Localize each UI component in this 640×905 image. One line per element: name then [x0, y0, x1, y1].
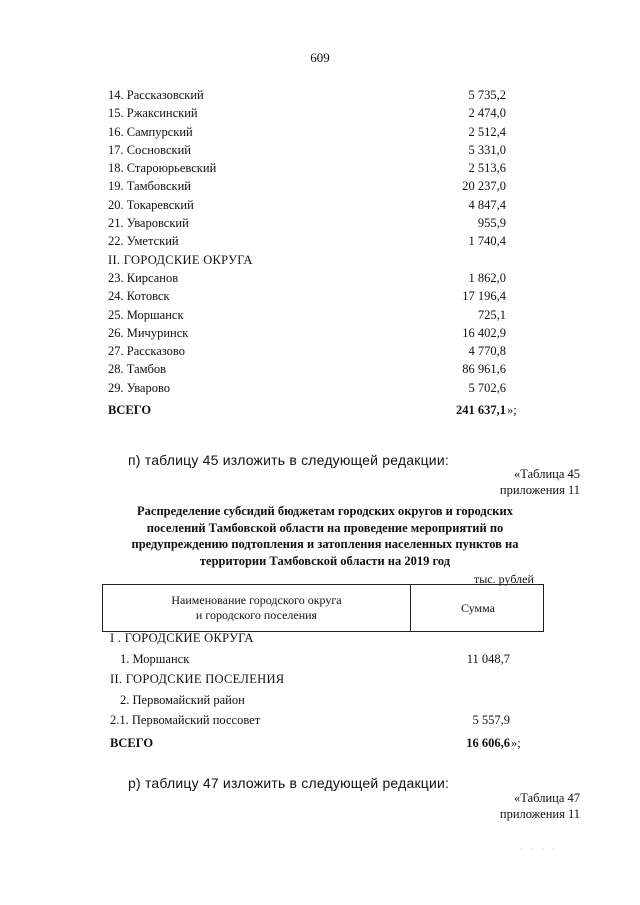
- scan-specks: · · · ·: [520, 845, 558, 854]
- section-heading-row: [110, 628, 530, 649]
- table-row: [108, 141, 528, 159]
- table45-reference: [470, 466, 580, 498]
- title-line: Распределение субсидий бюджетам городских округов и городских: [137, 504, 513, 518]
- row-name: 25. Моршанск: [108, 307, 184, 322]
- row-name: 22. Уметский: [108, 234, 179, 249]
- table45-ref-line2: приложения 11: [499, 483, 580, 497]
- row-value: 725,1: [477, 307, 506, 322]
- section-heading: II. ГОРОДСКИЕ ОКРУГА: [108, 252, 253, 267]
- row-value: 5 702,6: [468, 380, 506, 395]
- section-heading-row: [110, 669, 530, 690]
- row-name: 28. Тамбов: [108, 362, 167, 377]
- row-value: 2 474,0: [468, 106, 506, 121]
- row-value: 16 402,9: [462, 325, 506, 340]
- section-heading-row: [108, 251, 528, 269]
- row-value: 2 513,6: [468, 161, 506, 176]
- total-value: 16 606,6: [466, 735, 510, 750]
- row-name: 26. Мичуринск: [108, 325, 189, 340]
- total-label: ВСЕГО: [110, 735, 154, 750]
- table47-ref-line2: приложения 11: [499, 807, 580, 821]
- table-row: [108, 196, 528, 214]
- total-value: 241 637,1: [456, 403, 506, 418]
- header-name-column: [103, 585, 411, 631]
- row-value: 4 770,8: [468, 344, 506, 359]
- units-label: тыс. рублей: [474, 572, 534, 586]
- row-name: 21. Уваровский: [108, 216, 189, 231]
- row-value: 5 557,9: [472, 713, 510, 727]
- table-row: [108, 86, 528, 104]
- table-row: [108, 306, 528, 324]
- header-sum-column: Сумма: [461, 601, 495, 615]
- table45-ref-line1: «Таблица 45: [514, 467, 580, 481]
- table-row: [108, 177, 528, 195]
- table47-reference: [470, 790, 580, 822]
- row-name: 23. Кирсанов: [108, 270, 179, 285]
- table45-header: [102, 584, 544, 632]
- row-name: 24. Котовск: [108, 289, 170, 304]
- row-name: 15. Ржаксинский: [108, 106, 198, 121]
- table-row: [108, 324, 528, 342]
- section-heading: II. ГОРОДСКИЕ ПОСЕЛЕНИЯ: [110, 672, 285, 686]
- table-row: [110, 649, 530, 670]
- row-name: 16. Сампурский: [108, 124, 193, 139]
- table-row: [108, 360, 528, 378]
- table45-title: [110, 503, 540, 569]
- header-name-line2: и городского поселения: [195, 608, 318, 622]
- table-row: [108, 159, 528, 177]
- table-row: [110, 690, 530, 711]
- row-name: 1. Моршанск: [120, 651, 190, 666]
- row-value: 1 862,0: [468, 270, 506, 285]
- row-name: 2.1. Первомайский поссовет: [110, 713, 261, 727]
- subsidy-table-continued: [108, 86, 528, 419]
- row-name: 14. Рассказовский: [108, 88, 204, 102]
- table-row: [108, 269, 528, 287]
- table-row: [108, 123, 528, 141]
- row-value: 86 961,6: [462, 362, 506, 377]
- row-value: 5 735,2: [468, 88, 506, 102]
- instruction-p: п) таблицу 45 изложить в следующей редакции:: [128, 452, 449, 468]
- row-value: 17 196,4: [462, 289, 506, 304]
- table-row: [108, 342, 528, 360]
- row-name: 20. Токаревский: [108, 197, 194, 212]
- header-name-line1: Наименование городского округа: [171, 593, 342, 607]
- row-value: 11 048,7: [466, 651, 510, 666]
- table-row: [108, 104, 528, 122]
- title-line: поселений Тамбовской области на проведение мероприятий по: [146, 520, 504, 535]
- total-row: [108, 401, 528, 419]
- row-name: 19. Тамбовский: [108, 179, 191, 194]
- row-value: 20 237,0: [462, 179, 506, 194]
- title-line: территории Тамбовской области на 2019 год: [199, 553, 451, 568]
- table-row: [108, 214, 528, 232]
- row-name: 2. Первомайский район: [120, 692, 245, 707]
- row-value: 2 512,4: [468, 124, 506, 139]
- total-row: [110, 733, 530, 754]
- total-label: ВСЕГО: [108, 403, 152, 418]
- table-row: [110, 710, 530, 731]
- row-name: 27. Рассказово: [108, 344, 185, 359]
- table-row: [108, 232, 528, 250]
- table45-body: [110, 628, 530, 753]
- row-name: 18. Староюрьевский: [108, 161, 217, 176]
- row-value: 4 847,4: [468, 197, 506, 212]
- table-row: [108, 287, 528, 305]
- row-value: 955,9: [477, 216, 506, 231]
- title-line: предупреждению подтопления и затопления населенных пунктов на: [131, 537, 519, 551]
- row-name: 17. Сосновский: [108, 142, 191, 157]
- page-number: 609: [310, 50, 330, 65]
- row-name: 29. Уварово: [108, 380, 171, 395]
- row-value: 1 740,4: [468, 234, 506, 249]
- closing-quote: »;: [507, 403, 517, 418]
- table47-ref-line1: «Таблица 47: [514, 791, 580, 805]
- closing-quote: »;: [511, 735, 521, 750]
- table-row: [108, 379, 528, 397]
- section-heading: I . ГОРОДСКИЕ ОКРУГА: [110, 631, 254, 645]
- instruction-r: р) таблицу 47 изложить в следующей редакции:: [128, 775, 450, 791]
- row-value: 5 331,0: [468, 142, 506, 157]
